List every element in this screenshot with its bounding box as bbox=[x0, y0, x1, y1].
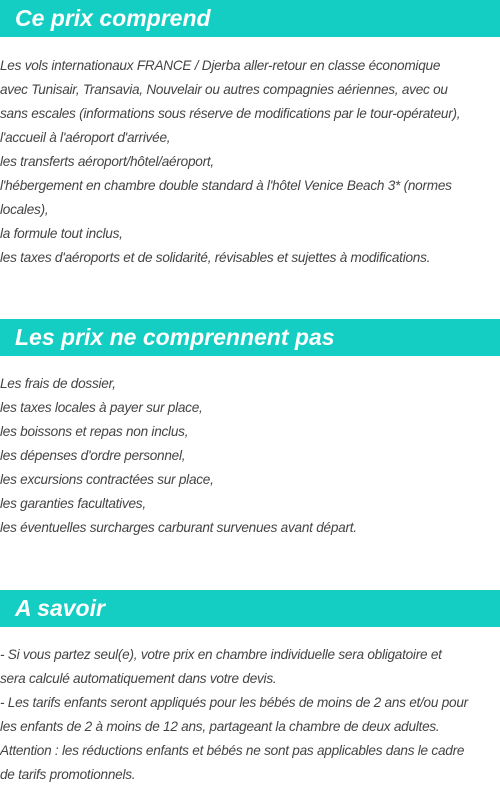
section-title: A savoir bbox=[15, 595, 105, 621]
section-header-ce-prix-comprend bbox=[0, 0, 500, 37]
list-item: - Si vous partez seul(e), votre prix en chambre individuelle sera obligatoire et bbox=[0, 647, 442, 662]
list-item: les taxes locales à payer sur place, bbox=[0, 400, 203, 415]
list-item: Les vols internationaux FRANCE / Djerba aller-retour en classe économique bbox=[0, 58, 441, 73]
list-item: les éventuelles surcharges carburant survenues avant départ. bbox=[0, 520, 357, 535]
list-item: les dépenses d'ordre personnel, bbox=[0, 448, 186, 463]
section-body-a-savoir bbox=[0, 643, 500, 787]
list-item: avec Tunisair, Transavia, Nouvelair ou autres compagnies aériennes, avec ou bbox=[0, 82, 448, 97]
list-item: les enfants de 2 à moins de 12 ans, partageant la chambre de deux adultes. bbox=[0, 719, 440, 734]
section-header-a-savoir bbox=[0, 590, 500, 627]
list-item: locales), bbox=[0, 202, 49, 217]
list-item: de tarifs promotionnels. bbox=[0, 767, 136, 782]
section-header-les-prix-ne-comprennent-pas bbox=[0, 319, 500, 356]
section-title: Les prix ne comprennent pas bbox=[15, 324, 335, 350]
section-body-les-prix-ne-comprennent-pas bbox=[0, 372, 500, 540]
list-item: sans escales (informations sous réserve de modifications par le tour-opérateur), bbox=[0, 106, 461, 121]
list-item: la formule tout inclus, bbox=[0, 226, 123, 241]
list-item: l'accueil à l'aéroport d'arrivée, bbox=[0, 130, 171, 145]
list-item: les excursions contractées sur place, bbox=[0, 472, 214, 487]
list-item: les transferts aéroport/hôtel/aéroport, bbox=[0, 154, 214, 169]
list-item: Les frais de dossier, bbox=[0, 376, 116, 391]
list-item: sera calculé automatiquement dans votre devis. bbox=[0, 671, 277, 686]
list-item: les garanties facultatives, bbox=[0, 496, 146, 511]
list-item: Attention : les réductions enfants et bébés ne sont pas applicables dans le cadre bbox=[0, 743, 465, 758]
section-body-ce-prix-comprend bbox=[0, 54, 500, 270]
list-item: - Les tarifs enfants seront appliqués pour les bébés de moins de 2 ans et/ou pour bbox=[0, 695, 468, 710]
list-item: l'hébergement en chambre double standard à l'hôtel Venice Beach 3* (normes bbox=[0, 178, 452, 193]
section-title: Ce prix comprend bbox=[15, 5, 211, 31]
list-item: les taxes d'aéroports et de solidarité, révisables et sujettes à modifications. bbox=[0, 250, 431, 265]
list-item: les boissons et repas non inclus, bbox=[0, 424, 189, 439]
